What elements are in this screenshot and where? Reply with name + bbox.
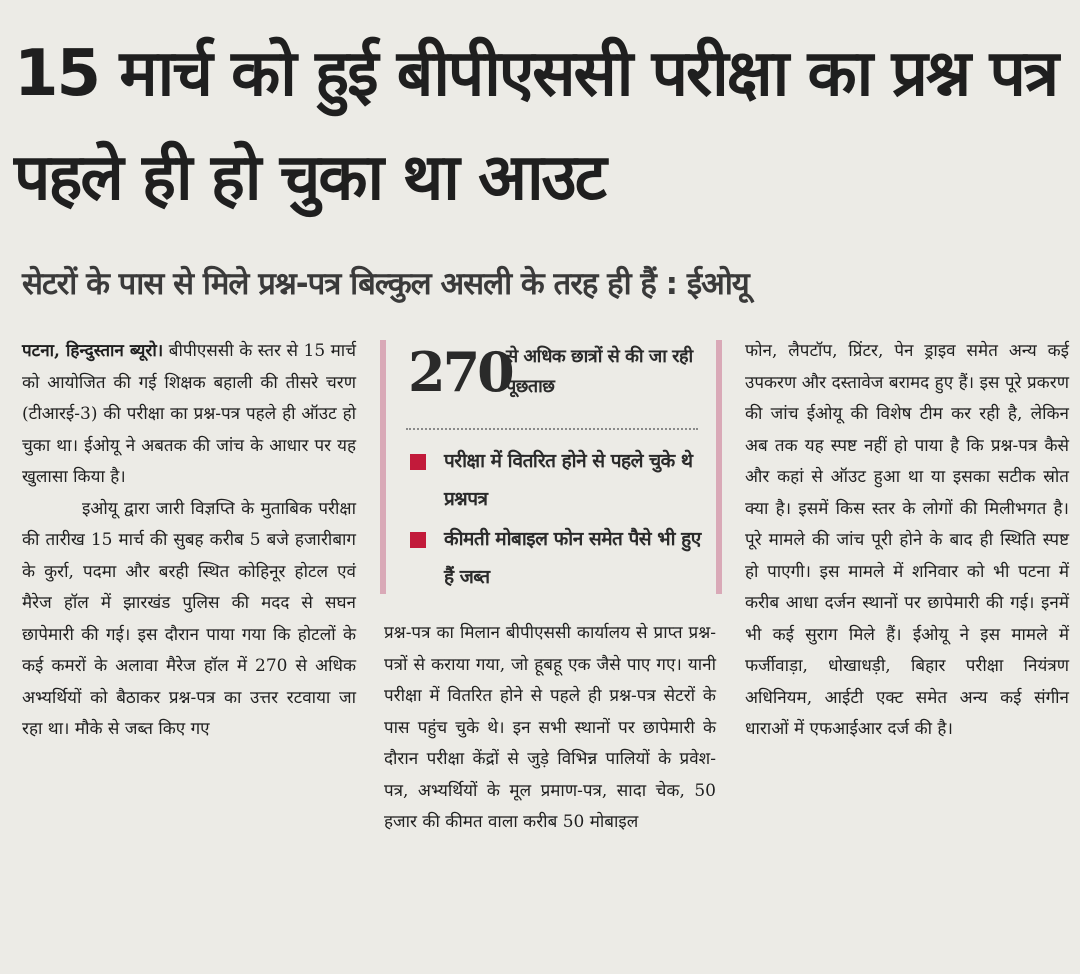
- highlight-box: [380, 336, 722, 598]
- article-column-3: [745, 336, 1069, 746]
- bullet-square-icon: [410, 532, 426, 548]
- highlight-caption: से अधिक छात्रों से की जा रही पूछताछ: [506, 346, 693, 397]
- highlight-bullet-text: कीमती मोबाइल फोन समेत पैसे भी हुए हैं जब्त: [444, 528, 701, 588]
- article-column-1: [22, 336, 356, 746]
- highlight-bullet-text: परीक्षा में वितरित होने से पहले चुके थे प्रश्नपत्र: [444, 450, 693, 510]
- highlight-bullet-1: [410, 442, 704, 518]
- subheadline: सेटरों के पास से मिले प्रश्न-पत्र बिल्कुल असली के तरह ही हैं : ईओयू: [22, 266, 749, 302]
- box-rule-right: [716, 340, 722, 594]
- highlight-number: 270: [408, 340, 512, 404]
- dateline: पटना, हिन्दुस्तान ब्यूरो।: [22, 341, 164, 361]
- highlight-bullet-2: [410, 520, 704, 596]
- bullet-square-icon: [410, 454, 426, 470]
- paragraph-2: इओयू द्वारा जारी विज्ञप्ति के मुताबिक परीक्षा की तारीख 15 मार्च की सुबह करीब 5 बजे हजारीबाग के कुर्रा, पदमा और बरही स्थित कोहिनूर होटल एवं मैरेज हॉल में झारखंड पुलिस की मदद से सघन छापेमारी की गई। इस दौरान पाया गया कि होटलों के कई कमरों के अलावा मैरेज हॉल में 270 से अधिक अभ्यर्थियों को बैठाकर प्रश्न-पत्र का उत्तर रटवाया जा रहा था। मौके से जब्त किए गए: [22, 498, 356, 739]
- paragraph-1-text: बीपीएससी के स्तर से 15 मार्च को आयोजित की गई शिक्षक बहाली की तीसरे चरण (टीआरई-3) की परीक्षा का प्रश्न-पत्र पहले ही ऑउट हो चुका था। ईओयू ने अबतक की जांच के आधार पर यह खुलासा किया है।: [22, 341, 356, 487]
- headline: 15 मार्च को हुई बीपीएससी परीक्षा का प्रश्न पत्र पहले ही हो चुका था आउट: [14, 37, 1058, 215]
- paragraph-1: [22, 336, 356, 494]
- box-rule-left: [380, 340, 386, 594]
- paragraph-3: प्रश्न-पत्र का मिलान बीपीएससी कार्यालय से प्राप्त प्रश्न-पत्रों से कराया गया, जो हूबहू एक जैसे पाए गए। यानी परीक्षा में वितरित होने से पहले ही प्रश्न-पत्र सेटरों के पास पहुंच चुके थे। इन सभी स्थानों पर छापेमारी के दौरान परीक्षा केंद्रों से जुड़े विभिन्न पालियों के प्रवेश-पत्र, अभ्यर्थियों के मूल प्रमाण-पत्र, सादा चेक, 50 हजार की कीमत वाला करीब 50 मोबाइल: [384, 623, 716, 832]
- article-column-2: [384, 618, 716, 839]
- paragraph-4: फोन, लैपटॉप, प्रिंटर, पेन ड्राइव समेत अन्य कई उपकरण और दस्तावेज बरामद हुए हैं। इस पूरे प्रकरण की जांच ईओयू की विशेष टीम कर रही है, लेकिन अब तक यह स्पष्ट नहीं हो पाया है कि प्रश्न-पत्र कैसे और कहां से ऑउट हुआ था या इसका सटीक स्रोत क्या है। इसमें किस स्तर के लोगों की मिलीभगत है। पूरे मामले की जांच पूरी होने के बाद ही स्थिति स्पष्ट हो पाएगी। इस मामले में शनिवार को भी पटना में करीब आधा दर्जन स्थानों पर छापेमारी की गई। इनमें भी कई सुराग मिले हैं। ईओयू ने इस मामले में फर्जीवाड़ा, धोखाधड़ी, बिहार परीक्षा नियंत्रण अधिनियम, आईटी एक्ट समेत अन्य कई संगीन धाराओं में एफआईआर दर्ज की है।: [745, 341, 1069, 739]
- dotted-divider: [406, 428, 698, 430]
